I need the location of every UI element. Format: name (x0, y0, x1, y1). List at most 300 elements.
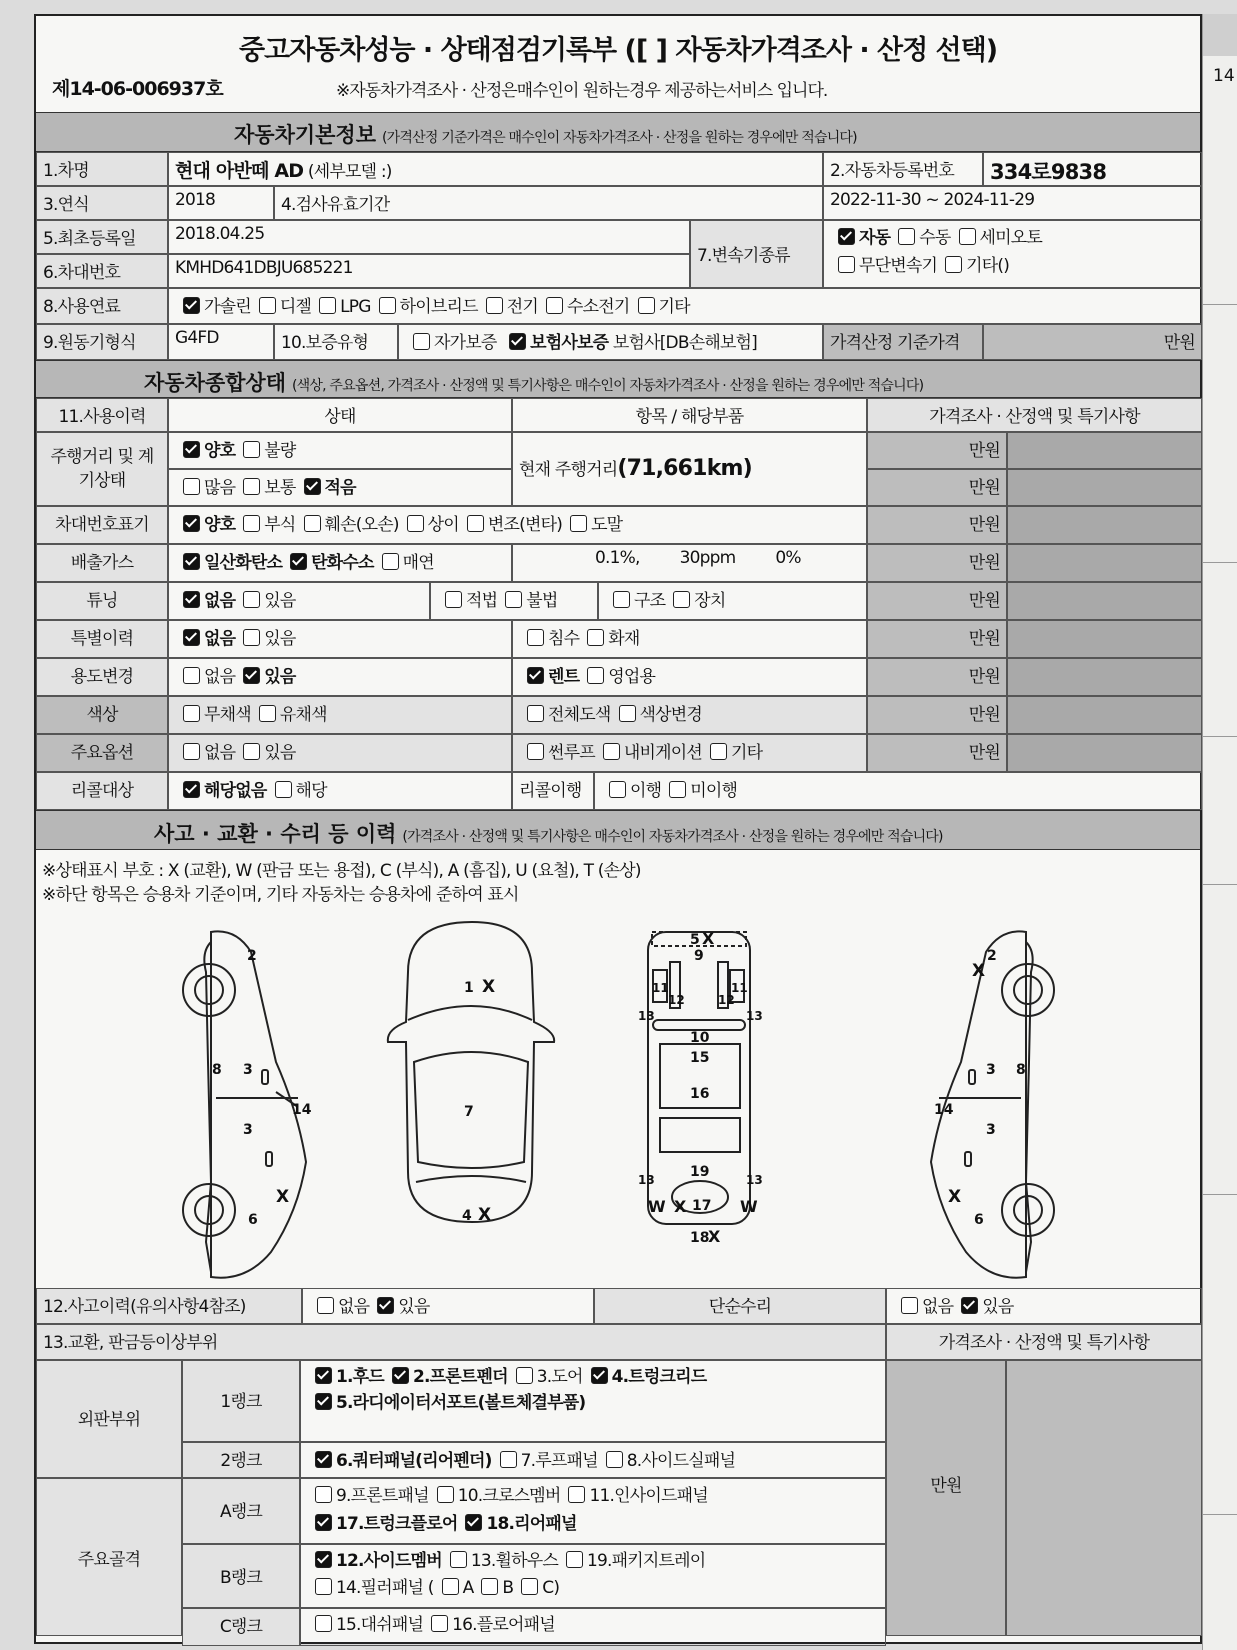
next-page-edge (1202, 14, 1237, 1650)
header-item: 항목 / 해당부품 (512, 398, 867, 432)
fuel-checkbox-4[interactable] (486, 297, 503, 314)
diag-left-14: 14 (292, 1102, 312, 1118)
diag-right-2: 2 (987, 948, 997, 964)
mileage-1-label-1: 불량 (264, 441, 296, 461)
price-unit-7: 만원 (867, 696, 1007, 734)
simple-repair-label-1: 있음 (982, 1297, 1014, 1317)
price-note-6 (1007, 658, 1202, 696)
part-rank1a-label-1: 2.프론트펜더 (412, 1367, 508, 1387)
transmission-checkbox-4[interactable] (945, 256, 962, 273)
label-damaged-parts: 13.교환, 판금등이상부위 (36, 1324, 886, 1360)
transmission-checkbox-3[interactable] (838, 256, 855, 273)
special-label-1: 있음 (264, 629, 296, 649)
color-items (512, 696, 867, 734)
option-label-0: 없음 (204, 743, 236, 763)
price-note-1 (1007, 469, 1202, 506)
mileage-2-label-0: 많음 (204, 478, 236, 498)
part-rankBb-checkbox-3[interactable] (521, 1578, 538, 1595)
tuning-label: 튜닝 (36, 582, 168, 620)
part-rank1a-label-2: 3.도어 (536, 1367, 583, 1387)
usage-options (168, 658, 512, 696)
usage-change-label: 용도변경 (36, 658, 168, 696)
transmission-checkbox-1[interactable] (898, 228, 915, 245)
tuning-checkbox-1[interactable] (243, 591, 260, 608)
diag-under-w-left: W (648, 1197, 666, 1216)
diag-under-12a: 12 (668, 993, 685, 1007)
emission-checkbox-1[interactable] (290, 553, 307, 570)
special-items (512, 620, 867, 658)
tuning-kind-checkbox-0[interactable] (613, 591, 630, 608)
label-accident-history: 12.사고이력(유의사항4참조) (36, 1288, 302, 1324)
tuning-legal-checkbox-1[interactable] (505, 591, 522, 608)
transmission-label-4: 기타() (966, 256, 1010, 276)
mileage-2-checkbox-2[interactable] (304, 478, 321, 495)
diag-under-15: 15 (690, 1050, 710, 1066)
option-item-label-0: 썬루프 (548, 743, 595, 763)
transmission-label-3: 무단변속기 (859, 256, 938, 276)
special-item-checkbox-1[interactable] (587, 629, 604, 646)
part-rankAb-label-1: 18.리어패널 (486, 1514, 577, 1534)
mileage-2-checkbox-1[interactable] (243, 478, 260, 495)
recall-do-checkbox-0[interactable] (609, 781, 626, 798)
usage-item-label-0: 렌트 (548, 667, 580, 687)
part-rankAb-checkbox-1[interactable] (465, 1514, 482, 1531)
option-checkbox-0[interactable] (183, 743, 200, 760)
fuel-checkbox-5[interactable] (546, 297, 563, 314)
emission-hc: 30ppm (679, 548, 736, 568)
simple-repair-options (886, 1288, 1202, 1324)
inspection-record-sheet (34, 14, 1202, 1644)
inspection-period: 2022-11-30 ~ 2024-11-29 (823, 186, 1202, 220)
part-rankAa-checkbox-1[interactable] (437, 1486, 454, 1503)
usage-checkbox-1[interactable] (243, 667, 260, 684)
diag-left-3a: 3 (243, 1062, 253, 1078)
part-rankC-label-1: 16.플로어패널 (452, 1615, 555, 1635)
recall-checkbox-1[interactable] (275, 781, 292, 798)
vin-mark-options (168, 506, 867, 544)
option-item-checkbox-1[interactable] (603, 743, 620, 760)
vin-mark-label-0: 양호 (204, 515, 236, 535)
emission-checkbox-2[interactable] (382, 553, 399, 570)
color-label: 색상 (36, 696, 168, 734)
vin-mark-checkbox-2[interactable] (304, 515, 321, 532)
part-rankC-label-0: 15.대쉬패널 (336, 1615, 424, 1635)
tuning-kind-checkbox-1[interactable] (673, 591, 690, 608)
edge-number: 14 (1213, 66, 1235, 86)
label-outer-panel: 외판부위 (36, 1360, 182, 1478)
checkbox-insurer-warranty[interactable] (509, 333, 526, 350)
color-options (168, 696, 512, 734)
recall-do-checkbox-1[interactable] (669, 781, 686, 798)
diag-left-3b: 3 (243, 1122, 253, 1138)
label-first-registration: 5.최초등록일 (36, 220, 168, 254)
fuel-label-4: 전기 (506, 297, 538, 317)
overall-status-subnote: (색상, 주요옵션, 가격조사 · 산정액 및 특기사항은 매수인이 자동차가격조사 · 산정을 원하는 경우에만 적습니다) (292, 378, 924, 394)
accident-label-1: 있음 (398, 1297, 430, 1317)
price-note-2 (1007, 506, 1202, 544)
price-unit-2: 만원 (867, 506, 1007, 544)
rank-b-parts (300, 1544, 886, 1608)
recall-do-options (594, 772, 1202, 810)
transmission-options (823, 220, 1202, 288)
recall-label: 리콜대상 (36, 772, 168, 810)
part-rankBb-checkbox-2[interactable] (481, 1578, 498, 1595)
price-note-3 (1007, 544, 1202, 582)
header-price-notes: 가격조사 · 산정액 및 특기사항 (867, 398, 1202, 432)
tuning-legal-label-0: 적법 (466, 591, 498, 611)
label-engine: 9.원동기형식 (36, 324, 168, 360)
label-reg-number: 2.자동차등록번호 (823, 152, 983, 186)
diag-under-11a: 11 (652, 981, 669, 995)
diag-right-6: 6 (974, 1212, 984, 1228)
standard-note: ※하단 항목은 승용차 기준이며, 기타 자동차는 승용차에 준하여 표시 (42, 885, 519, 905)
service-notice: ※자동차가격조사 · 산정은매수인이 원하는경우 제공하는서비스 입니다. (336, 81, 828, 101)
part-rankBa-checkbox-0[interactable] (315, 1551, 332, 1568)
price-unit-3: 만원 (867, 544, 1007, 582)
vin-mark-checkbox-3[interactable] (407, 515, 424, 532)
recall-label-0: 해당없음 (204, 781, 267, 801)
color-item-checkbox-0[interactable] (527, 705, 544, 722)
basic-info-subnote: (가격산정 기준가격은 매수인이 자동차가격조사 · 산정을 원하는 경우에만 적습니다) (382, 130, 857, 146)
part-rankBa-label-2: 19.패키지트레이 (586, 1551, 706, 1571)
label-simple-repair: 단순수리 (594, 1288, 886, 1324)
part-rankBa-checkbox-1[interactable] (450, 1551, 467, 1568)
price-unit-8: 만원 (867, 734, 1007, 772)
label-parts-price: 가격조사 · 산정액 및 특기사항 (886, 1324, 1202, 1360)
tuning-label-1: 있음 (264, 591, 296, 611)
vin-mark-checkbox-5[interactable] (570, 515, 587, 532)
part-rankAa-checkbox-0[interactable] (315, 1486, 332, 1503)
simple-repair-checkbox-1[interactable] (961, 1297, 978, 1314)
first-registration-date: 2018.04.25 (168, 220, 690, 254)
option-item-label-2: 기타 (731, 743, 763, 763)
special-checkbox-0[interactable] (183, 629, 200, 646)
special-item-checkbox-0[interactable] (527, 629, 544, 646)
main-option-label: 주요옵션 (36, 734, 168, 772)
part-rankBb-checkbox-0[interactable] (315, 1578, 332, 1595)
base-price-unit: 만원 (983, 324, 1202, 360)
part-rank1a-checkbox-3[interactable] (591, 1367, 608, 1384)
part-rank1a-checkbox-1[interactable] (392, 1367, 409, 1384)
accident-history-heading: 사고 · 교환 · 수리 등 이력 (154, 822, 397, 846)
price-unit-4: 만원 (867, 582, 1007, 620)
label-car-name: 1.차명 (36, 152, 168, 186)
part-rank2-checkbox-1[interactable] (500, 1451, 517, 1468)
price-unit-0: 만원 (867, 432, 1007, 469)
diag-under-13b: 13 (746, 1009, 763, 1023)
label-warranty: 10.보증유형 (274, 324, 398, 360)
checkbox-self-warranty[interactable] (413, 333, 430, 350)
car-name: 현대 아반떼 AD (175, 160, 304, 182)
part-rankC-checkbox-0[interactable] (315, 1615, 332, 1632)
label-inspection-period: 4.검사유효기간 (274, 186, 823, 220)
part-rankBb-label-2: B (502, 1578, 514, 1598)
simple-repair-checkbox-0[interactable] (901, 1297, 918, 1314)
diag-left-6: 6 (248, 1212, 258, 1228)
part-rankAa-label-2: 11.인사이드패널 (589, 1486, 708, 1506)
part-rankAb-checkbox-0[interactable] (315, 1514, 332, 1531)
diag-top-7: 7 (464, 1104, 474, 1120)
mileage-1-label-0: 양호 (204, 441, 236, 461)
option-label-1: 있음 (264, 743, 296, 763)
diag-left-2: 2 (247, 948, 257, 964)
accident-checkbox-1[interactable] (377, 1297, 394, 1314)
diag-right-3b: 3 (986, 1122, 996, 1138)
diag-under-10: 10 (690, 1030, 710, 1046)
emission-values (512, 544, 867, 582)
label-fuel: 8.사용연료 (36, 288, 168, 324)
diag-top-4: 4 (462, 1208, 472, 1224)
price-unit-1: 만원 (867, 469, 1007, 506)
transmission-label-1: 수동 (919, 228, 951, 248)
left-front-wheel (183, 964, 235, 1016)
vin-mark-checkbox-0[interactable] (183, 515, 200, 532)
part-rankC-checkbox-1[interactable] (431, 1615, 448, 1632)
fuel-checkbox-0[interactable] (183, 297, 200, 314)
label-transmission: 7.변속기종류 (690, 220, 823, 288)
diag-top-4-mark: X (478, 1205, 492, 1225)
diag-left-6-mark: X (276, 1187, 290, 1207)
mileage-label: 주행거리 및 계기상태 (36, 432, 168, 506)
diag-under-5-mark: X (702, 929, 715, 948)
label-rank-1: 1랭크 (182, 1360, 300, 1442)
part-rankBa-checkbox-2[interactable] (566, 1551, 583, 1568)
part-rank1b-checkbox-0[interactable] (315, 1393, 332, 1410)
part-rankAa-label-1: 10.크로스멤버 (457, 1486, 561, 1506)
option-item-label-1: 내비게이션 (623, 743, 702, 763)
mileage-1-checkbox-0[interactable] (183, 441, 200, 458)
header-state: 상태 (168, 398, 512, 432)
diag-under-18: 18 (690, 1230, 710, 1246)
part-rankAb-label-0: 17.트렁크플로어 (336, 1514, 458, 1534)
option-item-checkbox-2[interactable] (710, 743, 727, 760)
diag-left-8: 8 (212, 1062, 222, 1078)
diag-under-19: 19 (690, 1164, 710, 1180)
rank-c-parts (300, 1608, 886, 1646)
part-rank1a-checkbox-0[interactable] (315, 1367, 332, 1384)
color-checkbox-1[interactable] (259, 705, 276, 722)
part-rankAa-label-0: 9.프론트패널 (336, 1486, 429, 1506)
label-main-frame: 주요골격 (36, 1478, 182, 1636)
price-note-5 (1007, 620, 1202, 658)
reg-number: 334로9838 (983, 152, 1202, 186)
transmission-checkbox-0[interactable] (838, 228, 855, 245)
usage-item-label-1: 영업용 (608, 667, 656, 687)
fuel-options (168, 288, 1202, 324)
parts-price-unit: 만원 (886, 1360, 1006, 1636)
tuning-options (168, 582, 430, 620)
label-rank-b: B랭크 (182, 1544, 300, 1608)
basic-info-heading: 자동차기본정보 (234, 123, 377, 147)
part-rank2-label-1: 7.루프패널 (520, 1451, 598, 1471)
color-item-label-0: 전체도색 (548, 705, 611, 725)
self-warranty-label: 자가보증 (434, 333, 497, 353)
recall-do-label-1: 미이행 (690, 781, 738, 801)
fuel-label-0: 가솔린 (204, 297, 251, 317)
page-title: 중고자동차성능 · 상태점검기록부 ([ ] 자동차가격조사 · 산정 선택) (238, 35, 998, 66)
price-note-4 (1007, 582, 1202, 620)
right-front-wheel (1002, 964, 1054, 1016)
part-rankAa-checkbox-2[interactable] (568, 1486, 585, 1503)
diag-under-5: 5 (690, 932, 700, 948)
diag-under-13c: 13 (638, 1173, 655, 1187)
tuning-legal-checkbox-0[interactable] (445, 591, 462, 608)
mileage-2-label-1: 보통 (264, 478, 296, 498)
model-year: 2018 (168, 186, 274, 220)
vin-mark-label: 차대번호표기 (36, 506, 168, 544)
tuning-legal (430, 582, 598, 620)
mileage-text: 현재 주행거리 (519, 460, 618, 480)
tuning-label-0: 없음 (204, 591, 236, 611)
document-number: 제14-06-006937호 (52, 78, 223, 100)
diag-under-17: 17 (692, 1198, 712, 1214)
option-options (168, 734, 512, 772)
usage-checkbox-0[interactable] (183, 667, 200, 684)
color-item-label-1: 색상변경 (639, 705, 702, 725)
special-options (168, 620, 512, 658)
usage-label-1: 있음 (264, 667, 296, 687)
header-use-history: 11.사용이력 (36, 398, 168, 432)
vin-mark-label-3: 상이 (427, 515, 459, 535)
special-item-label-0: 침수 (548, 629, 580, 649)
fuel-label-3: 하이브리드 (399, 297, 478, 317)
diag-under-w-right: W (740, 1197, 758, 1216)
overall-status-band (36, 360, 1200, 398)
emission-checkbox-0[interactable] (183, 553, 200, 570)
mileage-state-1 (168, 432, 512, 469)
emission-label-2: 매연 (402, 553, 434, 573)
tuning-kind (598, 582, 867, 620)
usage-item-checkbox-1[interactable] (587, 667, 604, 684)
basic-info-band (36, 112, 1200, 152)
rank-a-parts (300, 1478, 886, 1544)
transmission-label-0: 자동 (859, 228, 891, 248)
option-item-checkbox-0[interactable] (527, 743, 544, 760)
vin-mark-checkbox-1[interactable] (243, 515, 260, 532)
fuel-checkbox-3[interactable] (379, 297, 396, 314)
accident-options (302, 1288, 594, 1324)
color-checkbox-0[interactable] (183, 705, 200, 722)
recall-checkbox-0[interactable] (183, 781, 200, 798)
mileage-2-label-2: 적음 (324, 478, 356, 498)
car-name-cell (168, 152, 823, 186)
part-rank1b-label-0: 5.라디에이터서포트(볼트체결부품) (336, 1393, 586, 1413)
fuel-checkbox-1[interactable] (259, 297, 276, 314)
damage-diagram (36, 912, 1200, 1312)
label-base-price: 가격산정 기준가격 (823, 324, 983, 360)
special-checkbox-1[interactable] (243, 629, 260, 646)
mileage-value: (71,661km) (617, 456, 752, 481)
recall-do-label: 리콜이행 (512, 772, 594, 810)
vin-number: KMHD641DBJU685221 (168, 254, 690, 288)
diag-right-14: 14 (934, 1102, 954, 1118)
part-rank1a-checkbox-2[interactable] (516, 1367, 533, 1384)
tuning-kind-label-1: 장치 (694, 591, 726, 611)
part-rank2-checkbox-0[interactable] (315, 1451, 332, 1468)
diag-right-2-mark: X (972, 961, 986, 981)
price-note-0 (1007, 432, 1202, 469)
accident-label-0: 없음 (338, 1297, 370, 1317)
price-unit-5: 만원 (867, 620, 1007, 658)
option-items (512, 734, 867, 772)
accident-history-subnote: (가격조사 · 산정액 및 특기사항은 매수인이 자동차가격조사 · 산정을 원하는 경우에만 적습니다) (402, 829, 943, 845)
usage-item-checkbox-0[interactable] (527, 667, 544, 684)
fuel-checkbox-6[interactable] (638, 297, 655, 314)
diag-under-13d: 13 (746, 1173, 763, 1187)
usage-label-0: 없음 (204, 667, 236, 687)
color-label-1: 유채색 (279, 705, 327, 725)
color-label-0: 무채색 (204, 705, 251, 725)
emission-co: 0.1%, (595, 548, 640, 568)
emission-label-0: 일산화탄소 (204, 553, 283, 573)
part-rankBb-checkbox-1[interactable] (442, 1578, 459, 1595)
rank-2-parts (300, 1442, 886, 1478)
special-history-label: 특별이력 (36, 620, 168, 658)
vin-mark-label-5: 도말 (591, 515, 623, 535)
price-note-8 (1007, 734, 1202, 772)
special-label-0: 없음 (204, 629, 236, 649)
emission-label: 배출가스 (36, 544, 168, 582)
vin-mark-label-4: 변조(변타) (487, 515, 563, 535)
recall-do-label-0: 이행 (630, 781, 662, 801)
label-vin: 6.차대번호 (36, 254, 168, 288)
fuel-label-2: LPG (340, 297, 371, 317)
tuning-kind-label-0: 구조 (634, 591, 666, 611)
diag-right-6-mark: X (948, 1187, 962, 1207)
transmission-checkbox-2[interactable] (959, 228, 976, 245)
warranty-options (398, 324, 823, 360)
fuel-label-6: 기타 (658, 297, 690, 317)
tuning-checkbox-0[interactable] (183, 591, 200, 608)
diag-under-16: 16 (690, 1086, 710, 1102)
insurer-warranty-label: 보험사보증 (530, 333, 609, 353)
label-year: 3.연식 (36, 186, 168, 220)
color-item-checkbox-1[interactable] (619, 705, 636, 722)
diag-under-9: 9 (694, 948, 704, 964)
vin-mark-checkbox-4[interactable] (467, 515, 484, 532)
accident-checkbox-0[interactable] (317, 1297, 334, 1314)
part-rankBb-label-1: A (462, 1578, 474, 1598)
diag-under-13a: 13 (638, 1009, 655, 1023)
usage-items (512, 658, 867, 696)
insurer-name: 보험사[DB손해보험] (612, 333, 758, 353)
vin-mark-label-2: 훼손(오손) (324, 515, 399, 535)
price-unit-6: 만원 (867, 658, 1007, 696)
rank-1-parts (300, 1360, 886, 1442)
transmission-label-2: 세미오토 (979, 228, 1042, 248)
part-rank2-checkbox-2[interactable] (606, 1451, 623, 1468)
part-rankBb-label-3: C) (542, 1578, 560, 1598)
part-rankBb-label-0: 14.필러패널 ( (336, 1578, 434, 1598)
mileage-1-checkbox-1[interactable] (243, 441, 260, 458)
diag-under-11b: 11 (731, 981, 748, 995)
diag-under-12b: 12 (718, 993, 735, 1007)
car-sub-model: (세부모델 :) (307, 162, 392, 182)
diag-under-17-mark: X (674, 1197, 687, 1216)
fuel-label-1: 디젤 (279, 297, 312, 317)
fuel-checkbox-2[interactable] (319, 297, 336, 314)
fuel-label-5: 수소전기 (567, 297, 630, 317)
mileage-2-checkbox-0[interactable] (183, 478, 200, 495)
accident-history-band (36, 810, 1200, 850)
diag-right-8: 8 (1016, 1062, 1026, 1078)
parts-price-notes (1006, 1360, 1202, 1636)
option-checkbox-1[interactable] (243, 743, 260, 760)
label-rank-c: C랭크 (182, 1608, 300, 1646)
recall-label-1: 해당 (295, 781, 327, 801)
emission-smoke: 0% (775, 548, 801, 568)
diag-top-1-mark: X (482, 977, 496, 997)
